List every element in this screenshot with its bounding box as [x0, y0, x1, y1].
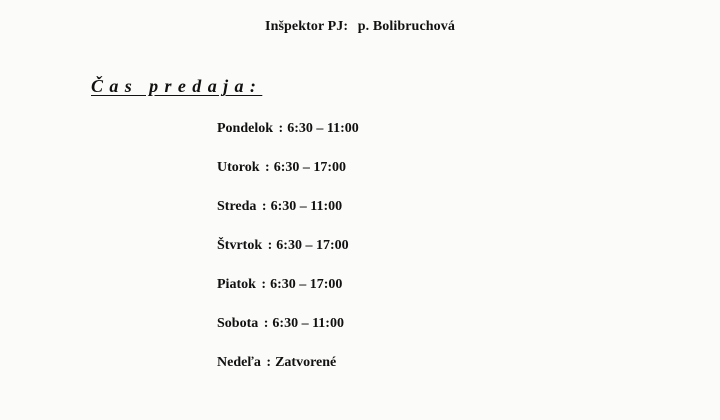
schedule-hours: 6:30 – 17:00: [276, 238, 349, 253]
opening-hours-list: [217, 119, 359, 392]
schedule-hours: 6:30 – 11:00: [287, 121, 359, 136]
schedule-separator: :: [264, 238, 273, 253]
inspector-role: Inšpektor PJ:: [265, 19, 349, 34]
sale-time-heading: Čas predaja:: [91, 76, 263, 96]
inspector-line: [0, 19, 720, 35]
schedule-day: Nedeľa: [217, 355, 261, 370]
schedule-day: Streda: [217, 199, 257, 214]
schedule-day: Sobota: [217, 316, 259, 331]
schedule-day: Piatok: [217, 277, 256, 292]
schedule-hours: 6:30 – 17:00: [273, 160, 347, 175]
schedule-separator: :: [258, 199, 267, 214]
schedule-day: Štvrtok: [217, 238, 263, 253]
schedule-row: [217, 119, 359, 158]
schedule-hours: 6:30 – 17:00: [270, 277, 343, 292]
schedule-hours: 6:30 – 11:00: [270, 199, 343, 214]
schedule-separator: :: [275, 121, 284, 136]
schedule-row: [217, 197, 359, 236]
schedule-separator: :: [257, 277, 267, 292]
schedule-hours: 6:30 – 11:00: [272, 316, 344, 331]
schedule-day: Utorok: [217, 160, 260, 175]
schedule-row: [217, 314, 359, 353]
inspector-name: p. Bolibruchová: [357, 19, 455, 34]
schedule-separator: :: [260, 316, 269, 331]
schedule-row: [217, 236, 359, 275]
schedule-row: [217, 275, 359, 314]
schedule-day: Pondelok: [217, 121, 274, 136]
schedule-separator: :: [262, 355, 272, 370]
schedule-hours: Zatvorené: [275, 355, 337, 370]
schedule-separator: :: [261, 160, 270, 175]
schedule-row: [217, 158, 359, 197]
schedule-row: [217, 353, 359, 392]
